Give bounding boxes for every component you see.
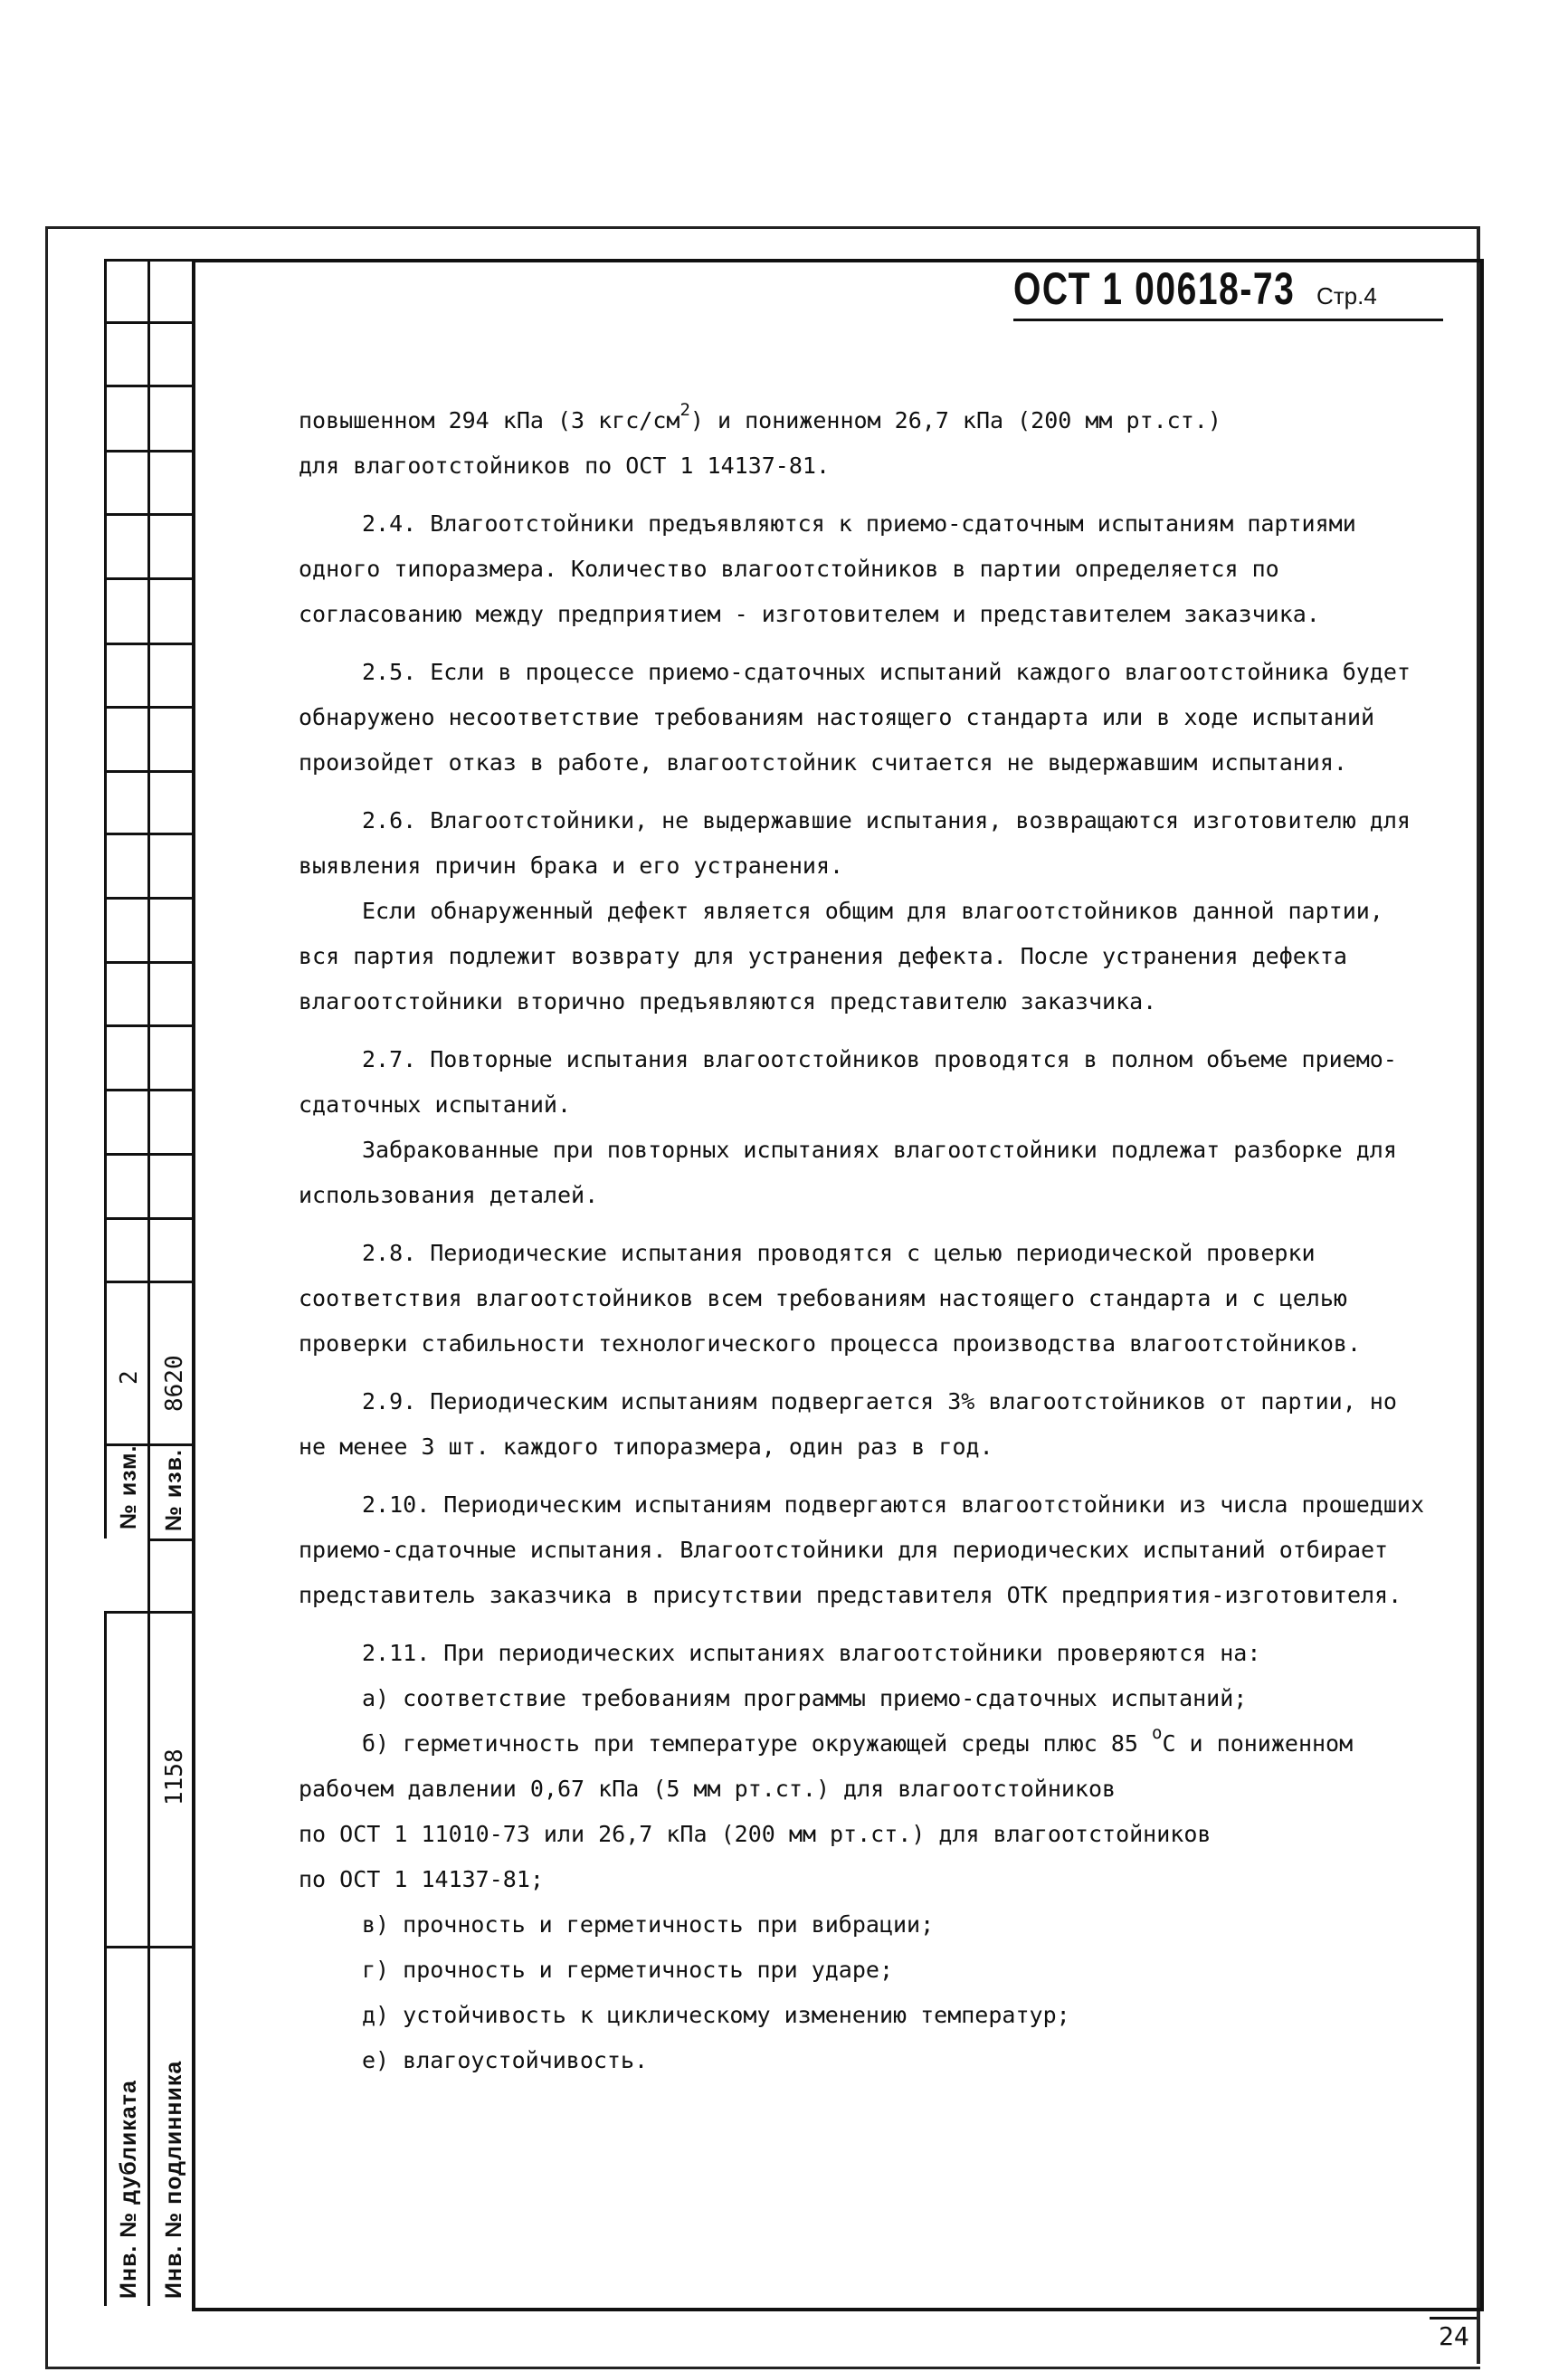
margin-rule: [104, 1946, 192, 1948]
text-run: б) герметичность при температуре окружающей среды плюс 85: [362, 1730, 1152, 1757]
margin-rule: [104, 643, 192, 645]
sheet-number: 24: [1439, 2321, 1469, 2351]
superscript: 2: [679, 400, 690, 420]
standard-code: ОСТ 1 00618-73: [1013, 263, 1296, 314]
paragraph-2-10: 2.10. Периодическим испытаниям подвергаются влагоотстойники из числа прошедших приемо-сдаточные испытания. Влагоотстойники для периодических испытаний отбирает представитель заказчика в присутствии представителя ОТК предприятия-изготовителя.: [299, 1491, 1424, 1608]
margin-rule: [104, 961, 192, 964]
margin-rule: [104, 1089, 192, 1091]
change-number-label: № изм.: [116, 1444, 141, 1529]
paragraph-2-7: 2.7. Повторные испытания влагоотстойников проводятся в полном объеме приемо-сдаточных испытаний.: [299, 1046, 1397, 1118]
paragraph: для влагоотстойников по ОСТ 1 14137-81.: [299, 452, 830, 479]
margin-rule: [147, 1538, 192, 1541]
page-label: Стр.4: [1316, 282, 1377, 310]
original-inventory-label: Инв. № подлинника: [161, 2060, 186, 2299]
change-number-value: 2: [116, 1370, 143, 1385]
text-run: ) и пониженном 26,7 кПа (200 мм рт.ст.): [689, 407, 1221, 433]
paragraph-2-11: 2.11. При периодических испытаниях влагоотстойники проверяются на:: [362, 1640, 1261, 1666]
margin-rule: [104, 450, 192, 452]
list-item-b: [299, 1721, 1430, 1812]
list-item-b-cont: по ОСТ 1 14137-81;: [299, 1866, 544, 1892]
margin-rule: [104, 321, 192, 324]
text-run: повышенном 294 кПа (3 кгс/см: [299, 407, 680, 433]
original-inventory-value: 1158: [161, 1748, 188, 1805]
degree-sign: о: [1151, 1723, 1163, 1743]
margin-rule: [104, 706, 192, 709]
document-body: [299, 398, 1430, 2083]
margin-rule: [104, 770, 192, 773]
margin-rule: [104, 1153, 192, 1156]
header-underline: [1013, 319, 1443, 321]
paragraph-2-9: 2.9. Периодическим испытаниям подвергается 3% влагоотстойников от партии, но не менее 3 шт. каждого типоразмера, один раз в год.: [299, 1388, 1397, 1460]
margin-rule: [104, 385, 192, 387]
notice-number-value: 8620: [161, 1355, 188, 1412]
document-header: [1013, 262, 1377, 319]
margin-rule: [104, 1281, 192, 1283]
list-item-d: д) устойчивость к циклическому изменению температур;: [362, 2002, 1070, 2028]
paragraph-2-6-cont: Если обнаруженный дефект является общим для влагоотстойников данной партии, вся партия подлежит возврату для устранения дефекта. После устранения дефекта влагоотстойники вторично предъявляются представителю заказчика.: [299, 898, 1383, 1015]
margin-rule: [104, 259, 192, 262]
margin-gap: [101, 1538, 107, 1611]
notice-number-label: № изв.: [161, 1449, 186, 1531]
margin-rule: [104, 577, 192, 580]
paragraph-2-4: 2.4. Влагоотстойники предъявляются к приемо-сдаточным испытаниям партиями одного типоразмера. Количество влагоотстойников в партии определяется по согласованию между предприятием - изготовителем и представителем заказчика.: [299, 510, 1356, 627]
margin-rule: [104, 897, 192, 900]
paragraph-2-8: 2.8. Периодические испытания проводятся с целью периодической проверки соответствия влагоотстойников всем требованиям настоящего стандарта и с целью проверки стабильности технологического процесса производства влагоотстойников.: [299, 1240, 1361, 1357]
list-item-g: г) прочность и герметичность при ударе;: [362, 1957, 893, 1983]
sheet-number-rule: [1430, 2317, 1477, 2320]
text-run: С и пониженном рабочем давлении 0,67 кПа (5 мм рт.ст.) для влагоотстойников: [299, 1730, 1354, 1802]
duplicate-inventory-label: Инв. № дубликата: [116, 2080, 141, 2299]
list-item-a: а) соответствие требованиям программы приемо-сдаточных испытаний;: [362, 1685, 1248, 1711]
margin-rule: [104, 1024, 192, 1027]
paragraph-2-5: 2.5. Если в процессе приемо-сдаточных испытаний каждого влагоотстойника будет обнаружено несоответствие требованиям настоящего стандарта или в ходе испытаний произойдет отказ в работе, влагоотстойник считается не выдержавшим испытания.: [299, 659, 1411, 776]
margin-rule: [104, 513, 192, 516]
paragraph-2-7-cont: Забракованные при повторных испытаниях влагоотстойники подлежат разборке для использования деталей.: [299, 1137, 1397, 1208]
paragraph: [299, 398, 1430, 443]
margin-rule: [104, 1217, 192, 1220]
list-item-e: е) влагоустойчивость.: [362, 2047, 649, 2073]
margin-rule: [104, 833, 192, 835]
list-item-b-cont: по ОСТ 1 11010-73 или 26,7 кПа (200 мм рт.ст.) для влагоотстойников: [299, 1821, 1212, 1847]
paragraph-2-6: 2.6. Влагоотстойники, не выдержавшие испытания, возвращаются изготовителю для выявления причин брака и его устранения.: [299, 807, 1411, 879]
margin-rule: [104, 1611, 192, 1614]
list-item-v: в) прочность и герметичность при вибрации;: [362, 1911, 935, 1938]
